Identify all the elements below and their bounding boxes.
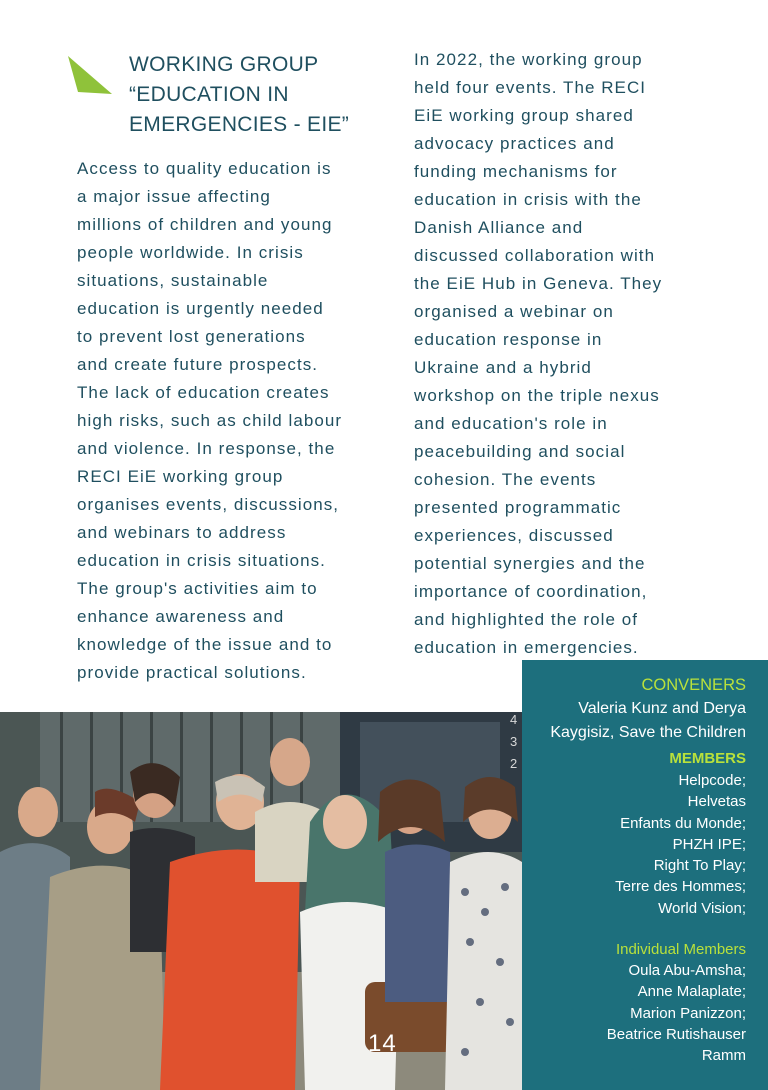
- text-line: Danish Alliance and: [414, 218, 584, 237]
- text-line: and violence. In response, the: [77, 439, 336, 458]
- text-line: Access to quality education is: [77, 159, 332, 178]
- text-line: millions of children and young: [77, 215, 333, 234]
- text-line: enhance awareness and: [77, 607, 285, 626]
- title-line: WORKING GROUP: [129, 53, 319, 76]
- text-line: to prevent lost generations: [77, 327, 306, 346]
- member-item: Helpcode;: [678, 772, 746, 789]
- member-item: PHZH IPE;: [672, 835, 746, 853]
- text-line: provide practical solutions.: [77, 663, 307, 682]
- text-line: and highlighted the role of: [414, 610, 638, 629]
- members-panel: [522, 660, 768, 1090]
- title-line: “EDUCATION IN: [129, 83, 289, 106]
- text-line: presented programmatic: [414, 498, 622, 517]
- text-line: education is urgently needed: [77, 299, 324, 318]
- text-line: discussed collaboration with: [414, 246, 656, 265]
- member-item: Right To Play;: [653, 857, 746, 875]
- text-line: organises events, discussions,: [77, 495, 340, 514]
- individual-member-item: Anne Malaplate;: [637, 983, 746, 1001]
- text-line: workshop on the triple nexus: [414, 386, 660, 405]
- text-line: the EiE Hub in Geneva. They: [414, 274, 663, 293]
- text-line: and create future prospects.: [77, 355, 319, 374]
- text-line: advocacy practices and: [414, 134, 615, 153]
- individual-member-item: Ramm: [701, 1047, 746, 1065]
- member-item: World Vision;: [658, 899, 746, 917]
- text-line: cohesion. The events: [414, 470, 597, 489]
- text-line: The lack of education creates: [77, 383, 330, 402]
- text-line: a major issue affecting: [77, 187, 271, 206]
- text-line: potential synergies and the: [414, 554, 646, 573]
- text-line: Ukraine and a hybrid: [414, 358, 592, 377]
- text-line: situations, sustainable: [77, 271, 269, 290]
- individual-members-label: Individual Members: [615, 941, 746, 959]
- text-line: importance of coordination,: [414, 582, 648, 601]
- members-list: [530, 770, 746, 919]
- accent-triangle-icon: [66, 54, 114, 98]
- text-line: EiE working group shared: [414, 106, 634, 125]
- group-photo-illustration: [0, 712, 522, 1090]
- text-line: RECI EiE working group: [77, 467, 284, 486]
- member-item: Terre des Hommes;: [615, 878, 746, 896]
- text-line: education response in: [414, 330, 603, 349]
- text-line: funding mechanisms for: [414, 162, 618, 181]
- intro-paragraph: [77, 155, 342, 687]
- page-number: 14: [368, 1030, 397, 1057]
- member-item: Enfants du Monde;: [620, 814, 746, 832]
- page-title: [129, 50, 379, 140]
- text-line: In 2022, the working group: [414, 50, 643, 69]
- text-line: The group's activities aim to: [77, 579, 318, 598]
- door-number: 3: [510, 734, 518, 749]
- title-line: EMERGENCIES - EIE”: [129, 113, 350, 136]
- text-line: organised a webinar on: [414, 302, 614, 321]
- conveners-label: CONVENERS: [641, 676, 746, 694]
- individual-member-item: Beatrice Rutishauser: [606, 1025, 746, 1043]
- text-line: education in crisis situations.: [77, 551, 326, 570]
- text-line: knowledge of the issue and to: [77, 635, 333, 654]
- text-line: and webinars to address: [77, 523, 287, 542]
- text-line: high risks, such as child labour: [77, 411, 343, 430]
- individual-member-item: Marion Panizzon;: [630, 1004, 746, 1022]
- individual-members-list: [530, 960, 746, 1066]
- group-photo: [0, 712, 522, 1090]
- events-paragraph: [414, 46, 662, 662]
- conveners-line: Kaygisiz, Save the Children: [550, 724, 746, 741]
- individual-member-item: Oula Abu-Amsha;: [628, 962, 746, 980]
- member-item: Helvetas: [687, 793, 746, 811]
- text-line: education in crisis with the: [414, 190, 642, 209]
- conveners-line: Valeria Kunz and Derya: [578, 700, 746, 717]
- members-label: MEMBERS: [669, 750, 746, 767]
- text-line: held four events. The RECI: [414, 78, 647, 97]
- text-line: and education's role in: [414, 414, 608, 433]
- text-line: peacebuilding and social: [414, 442, 626, 461]
- text-line: people worldwide. In crisis: [77, 243, 304, 262]
- text-line: experiences, discussed: [414, 526, 614, 545]
- text-line: education in emergencies.: [414, 638, 639, 657]
- door-number: 4: [510, 712, 518, 727]
- door-number: 2: [510, 756, 518, 771]
